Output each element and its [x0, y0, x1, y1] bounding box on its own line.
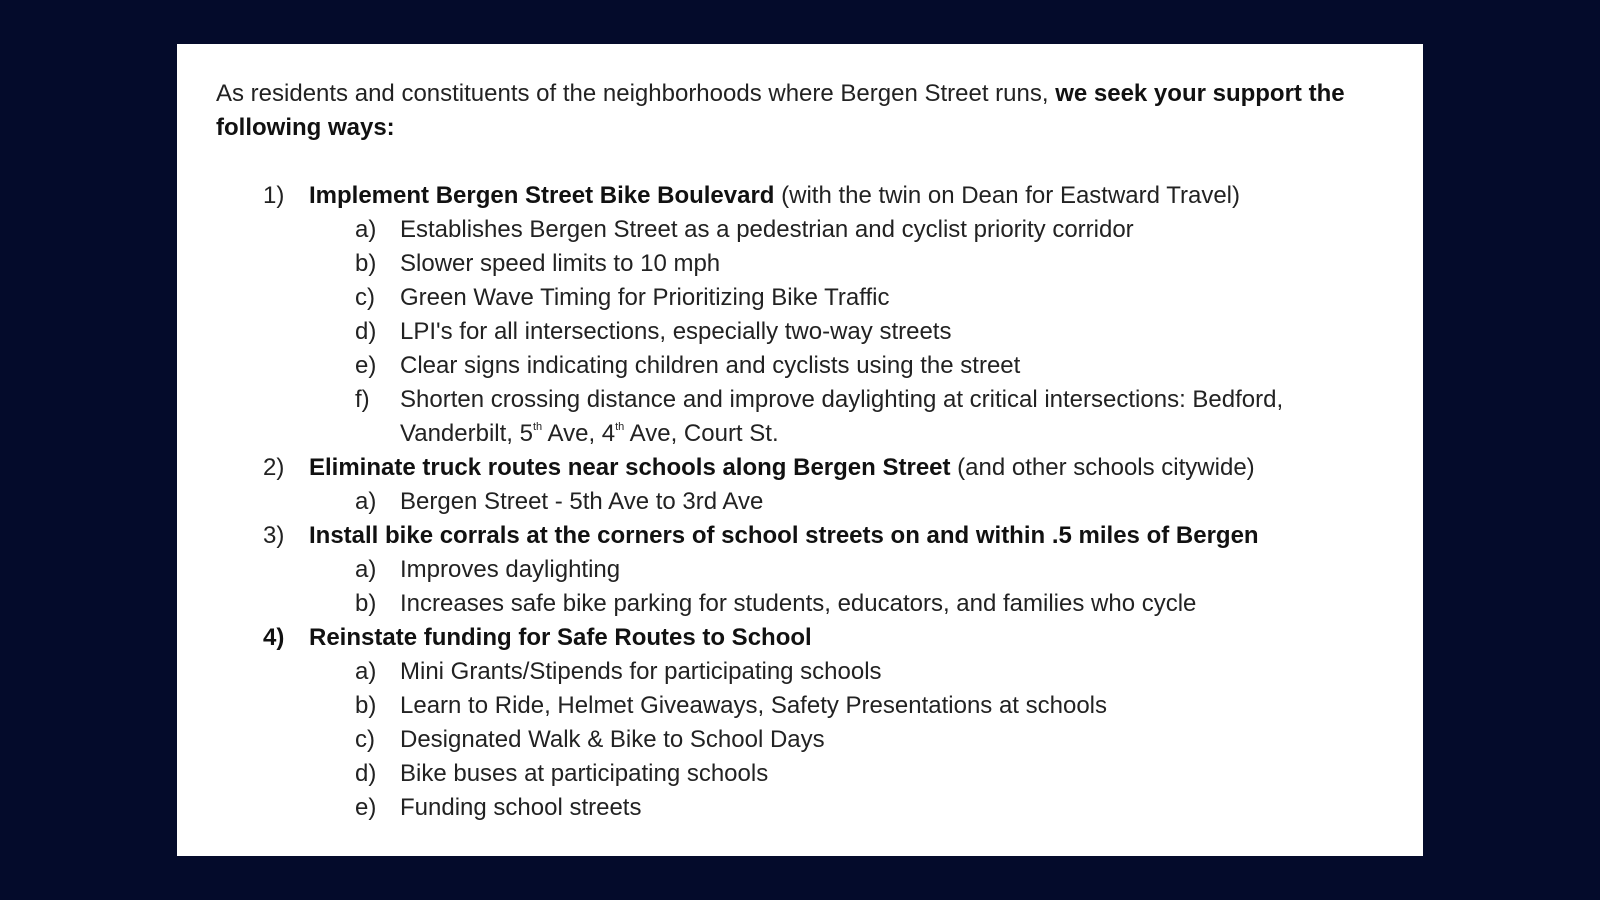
- sub-item: [177, 723, 1423, 757]
- sub-item: [177, 383, 1423, 451]
- sub-item-text: Funding school streets: [400, 794, 642, 821]
- list-item-heading: Reinstate funding for Safe Routes to School: [309, 624, 812, 651]
- sub-item-text: [400, 383, 1360, 451]
- sub-item-letter: f): [355, 386, 370, 413]
- sub-item-letter: d): [355, 760, 377, 787]
- sub-item-letter: b): [355, 590, 377, 617]
- sub-item-letter: b): [355, 250, 377, 277]
- sub-item-letter: e): [355, 794, 377, 821]
- list-item-text: [309, 621, 812, 655]
- sub-item: [177, 213, 1423, 247]
- sub-item-text: Learn to Ride, Helmet Giveaways, Safety Presentations at schools: [400, 692, 1108, 719]
- sub-item-text: Designated Walk & Bike to School Days: [400, 726, 825, 753]
- sub-item-text: Slower speed limits to 10 mph: [400, 250, 721, 277]
- sub-item-text: Bergen Street - 5th Ave to 3rd Ave: [400, 488, 764, 515]
- sub-item: [177, 791, 1423, 825]
- sub-item-text: Establishes Bergen Street as a pedestrian and cyclist priority corridor: [400, 216, 1134, 243]
- intro-paragraph: [216, 77, 1396, 145]
- list-item-heading: Implement Bergen Street Bike Boulevard: [309, 182, 775, 209]
- sub-item-text-part: Shorten crossing distance and improve daylighting at critical intersections: Bedford, Vanderbilt, 5: [400, 386, 1284, 447]
- sub-item: [177, 587, 1423, 621]
- list-item: [177, 621, 1423, 655]
- sub-item: [177, 757, 1423, 791]
- sub-item-text: Bike buses at participating schools: [400, 760, 769, 787]
- sub-item-text: Clear signs indicating children and cyclists using the street: [400, 352, 1021, 379]
- sub-item: [177, 315, 1423, 349]
- sub-item-letter: b): [355, 692, 377, 719]
- list-item-number: 4): [263, 624, 285, 651]
- sub-item: [177, 247, 1423, 281]
- intro-bold-text: we seek your support the following ways:: [216, 80, 1345, 141]
- sub-item-letter: c): [355, 284, 375, 311]
- sub-item-letter: e): [355, 352, 377, 379]
- sub-item-letter: d): [355, 318, 377, 345]
- sub-item: [177, 553, 1423, 587]
- sub-item: [177, 655, 1423, 689]
- list-item-note: (with the twin on Dean for Eastward Travel): [774, 182, 1240, 209]
- document-page: [177, 44, 1423, 856]
- sub-item-text: Improves daylighting: [400, 556, 621, 583]
- list-item-text: [309, 451, 1255, 485]
- list-item-text: [309, 519, 1259, 553]
- sub-item-letter: a): [355, 556, 377, 583]
- sub-item-text: LPI's for all intersections, especially two-way streets: [400, 318, 952, 345]
- sub-item: [177, 485, 1423, 519]
- sub-item: [177, 689, 1423, 723]
- intro-text: As residents and constituents of the neighborhoods where Bergen Street runs,: [216, 80, 1056, 107]
- list-item-number: 2): [263, 454, 285, 481]
- list-item: [177, 451, 1423, 485]
- ordinal-suffix: th: [615, 421, 625, 433]
- ordinal-suffix: th: [532, 421, 543, 433]
- list-item-heading: Install bike corrals at the corners of school streets on and within .5 miles of Bergen: [309, 522, 1259, 549]
- sub-item-letter: a): [355, 658, 377, 685]
- list-item: [177, 519, 1423, 553]
- list-item: [177, 179, 1423, 213]
- list-item-text: [309, 179, 1240, 213]
- sub-item: [177, 349, 1423, 383]
- list-item-note: (and other schools citywide): [950, 454, 1255, 481]
- support-list: [177, 179, 1423, 825]
- sub-item-text-part: Ave, Court St.: [624, 420, 779, 447]
- list-item-number: 3): [263, 522, 285, 549]
- sub-item-letter: a): [355, 216, 377, 243]
- list-item-heading: Eliminate truck routes near schools along Bergen Street: [309, 454, 951, 481]
- sub-item-text-part: Ave, 4: [542, 420, 616, 447]
- sub-item-letter: c): [355, 726, 375, 753]
- sub-item-text: Increases safe bike parking for students, educators, and families who cycle: [400, 590, 1197, 617]
- sub-item-letter: a): [355, 488, 377, 515]
- sub-item-text: Mini Grants/Stipends for participating schools: [400, 658, 882, 685]
- sub-item: [177, 281, 1423, 315]
- list-item-number: 1): [263, 182, 285, 209]
- sub-item-text: Green Wave Timing for Prioritizing Bike Traffic: [400, 284, 890, 311]
